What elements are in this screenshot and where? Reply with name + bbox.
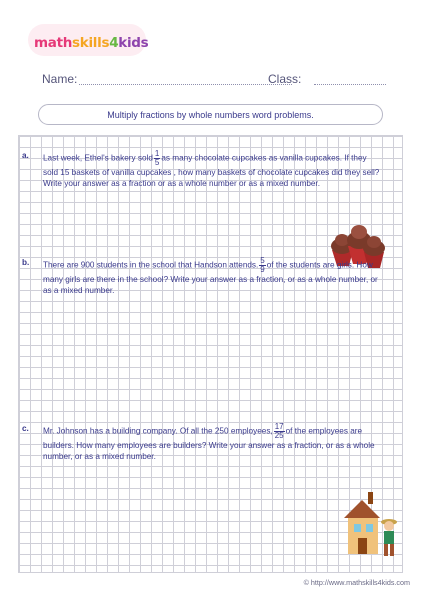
question-letter: a.	[22, 151, 29, 160]
fraction	[154, 150, 160, 167]
question-letter: b.	[22, 258, 30, 267]
name-label: Name:	[42, 72, 78, 86]
fraction	[274, 423, 285, 440]
fraction-denominator: 5	[154, 158, 160, 167]
fraction	[259, 257, 265, 274]
student-info-row	[42, 72, 387, 90]
logo	[34, 30, 148, 56]
footer-url[interactable]: © http://www.mathskills4kids.com	[303, 578, 410, 587]
question-text-after: of the employees are builders. How many employees are builders? Write your answer as a fraction, or as a whole number, or as a mixed number.	[43, 426, 375, 461]
logo-part-skills: skills	[72, 35, 110, 51]
question-text	[43, 423, 383, 462]
logo-part-math: math	[34, 35, 73, 51]
question-text-before: Mr. Johnson has a building company. Of all the 250 employees,	[43, 426, 273, 436]
question-text-after: of the students are girls. How many girls are there in the school? Write your answer as a fraction, or as a whole number, or as a mixed number.	[43, 260, 378, 295]
fraction-numerator: 1	[154, 149, 160, 158]
name-field[interactable]	[79, 84, 292, 85]
logo-text	[34, 35, 148, 51]
logo-part-kids: kids	[118, 35, 149, 51]
house-illustration	[342, 488, 400, 560]
question-text	[43, 150, 383, 189]
question-text-before: There are 900 students in the school that Handson attends.	[43, 260, 259, 270]
fraction-numerator: 5	[260, 256, 265, 265]
fraction-denominator: 25	[274, 431, 284, 440]
person-icon	[381, 519, 397, 556]
class-label: Class:	[268, 72, 302, 86]
question-text	[43, 257, 383, 296]
question-text-after: as many chocolate cupcakes as vanilla cupcakes. If they sold 15 baskets of vanilla cupcakes , how many baskets of chocolate cupcakes did they sell? Write your answer as a fraction or as a whole number or as a mixed number.	[43, 153, 380, 188]
class-field[interactable]	[314, 84, 386, 85]
house-icon	[344, 492, 380, 554]
worksheet-title: Multiply fractions by whole numbers word problems.	[38, 104, 383, 125]
question-letter: c.	[22, 424, 29, 433]
question-text-before: Last week, Ethel's bakery sold	[43, 153, 153, 163]
logo-part-4: 4	[109, 35, 119, 51]
fraction-denominator: 9	[260, 265, 265, 274]
fraction-numerator: 17	[274, 422, 284, 431]
